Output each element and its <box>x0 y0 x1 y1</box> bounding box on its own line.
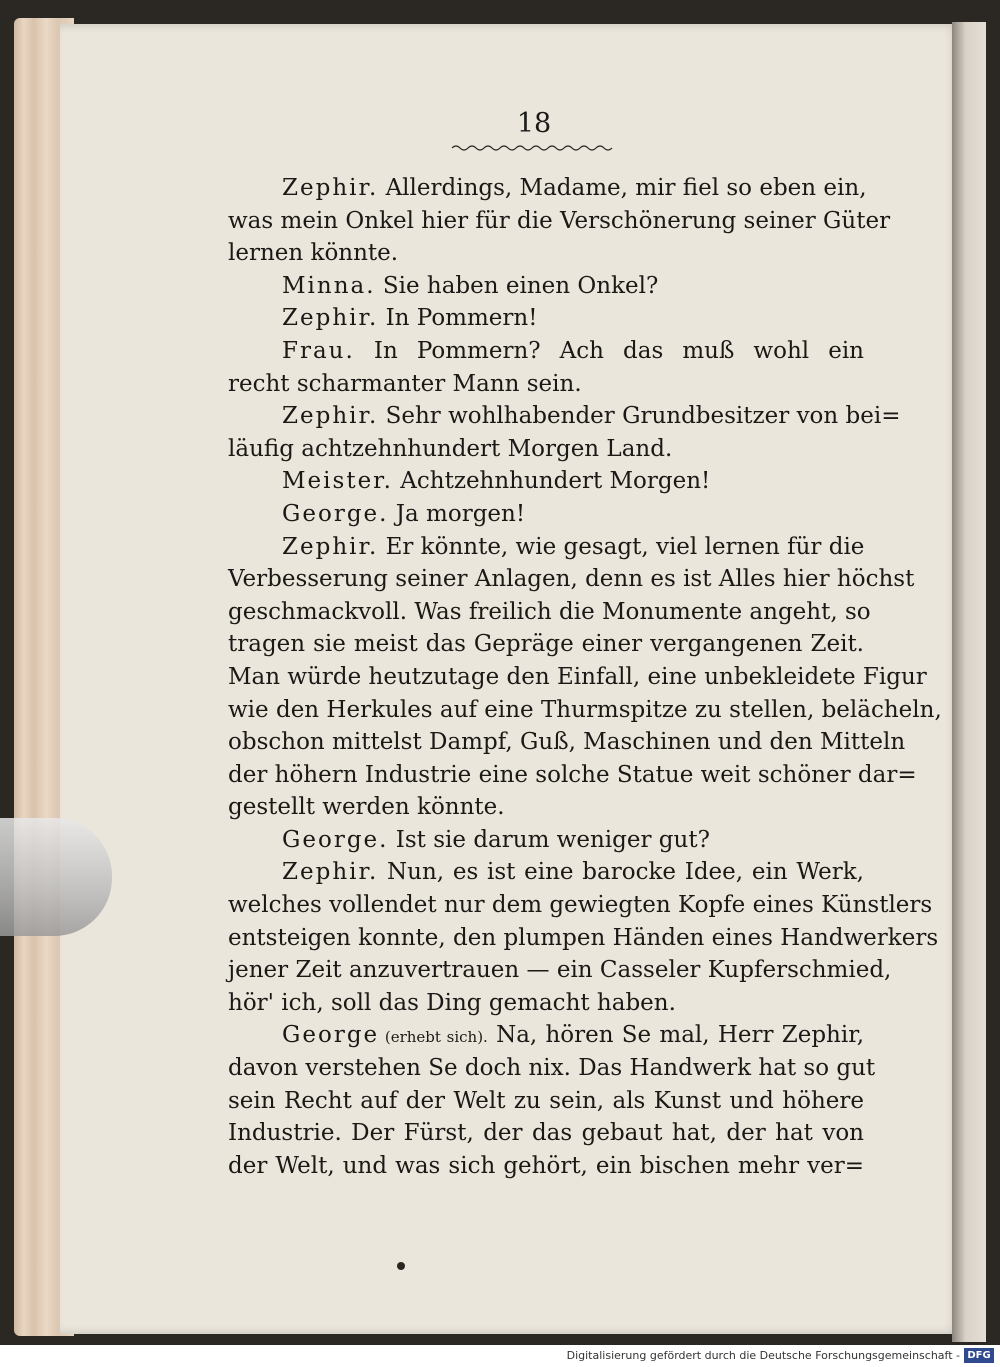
speaker-name: Zephir. <box>282 403 379 430</box>
text-line <box>228 987 864 1020</box>
line-text: welches vollendet nur dem gewiegten Kopfe eines Künstlers <box>228 892 933 919</box>
line-text: entsteigen konnte, den plumpen Händen eines Handwerkers <box>228 924 939 951</box>
line-text: was mein Onkel hier für die Verschönerung seiner Güter <box>228 207 891 234</box>
text-line <box>228 1150 864 1183</box>
text-line <box>228 335 864 368</box>
text-line <box>228 1019 864 1052</box>
text-line <box>228 563 915 596</box>
text-line <box>228 824 864 857</box>
line-text: obschon mittelst Dampf, Guß, Maschinen und den Mitteln <box>228 729 906 756</box>
line-text: recht scharmanter Mann sein. <box>228 370 582 397</box>
line-text: läufig achtzehnhundert Morgen Land. <box>228 435 673 462</box>
text-line <box>228 889 933 922</box>
speaker-name: George <box>282 1022 380 1049</box>
text-line <box>228 726 906 759</box>
text-line <box>228 694 942 727</box>
text-line <box>228 433 864 466</box>
text-line <box>228 628 864 661</box>
text-line <box>228 596 871 629</box>
text-line <box>228 205 891 238</box>
line-text: lernen könnte. <box>228 240 399 267</box>
line-text: hör' ich, soll das Ding gemacht haben. <box>228 989 676 1016</box>
line-text: Allerdings, Madame, mir fiel so eben ein, <box>378 175 867 201</box>
line-text: der Welt, und was sich gehört, ein bischen mehr ver= <box>228 1152 864 1179</box>
text-line <box>228 237 864 270</box>
text-line <box>228 302 864 335</box>
line-text: der höhern Industrie eine solche Statue weit schöner dar= <box>228 761 917 788</box>
line-text: wie den Herkules auf eine Thurmspitze zu stellen, belächeln, <box>228 696 942 723</box>
line-text: jener Zeit anzuvertrauen — ein Casseler Kupferschmied, <box>228 957 892 984</box>
text-line <box>228 1052 876 1085</box>
line-text: Er könnte, wie gesagt, viel lernen für die <box>378 533 865 560</box>
body-text <box>228 172 942 1182</box>
stage-direction: (erhebt sich). <box>379 1028 488 1047</box>
speaker-name: Zephir. <box>282 533 379 560</box>
speaker-name: Frau. <box>282 337 355 364</box>
speaker-name: Zephir. <box>282 859 379 886</box>
footer-bar <box>0 1345 1000 1367</box>
text-line <box>228 759 917 792</box>
text-line <box>228 368 864 401</box>
line-text: geschmackvoll. Was freilich die Monumente angeht, so <box>228 598 871 625</box>
line-text: Industrie. Der Fürst, der das gebaut hat, der hat von <box>228 1120 864 1147</box>
line-text: Ist sie darum weniger gut? <box>388 826 710 853</box>
text-line <box>228 791 864 824</box>
funding-credit: Digitalisierung gefördert durch die Deutsche Forschungsgemeinschaft - <box>566 1349 960 1362</box>
text-line <box>228 954 892 987</box>
text-line <box>228 531 864 564</box>
text-line <box>228 856 864 889</box>
text-line <box>228 922 939 955</box>
text-line <box>228 1117 864 1150</box>
line-text: Ja morgen! <box>388 500 526 527</box>
line-text: In Pommern! <box>378 305 538 332</box>
line-text: davon verstehen Se doch nix. Das Handwerk hat so gut <box>228 1055 876 1082</box>
book-clip <box>0 818 112 936</box>
facing-page-edge <box>952 22 986 1342</box>
line-text: Man würde heutzutage den Einfall, eine unbekleidete Figur <box>228 663 927 690</box>
line-text: Na, hören Se mal, Herr Zephir, <box>487 1022 865 1049</box>
speaker-name: Zephir. <box>282 305 379 332</box>
speaker-name: Meister. <box>282 468 393 495</box>
line-text: tragen sie meist das Gepräge einer vergangenen Zeit. <box>228 631 864 658</box>
page-number: 18 <box>516 108 552 139</box>
text-line <box>228 498 864 531</box>
text-line <box>228 661 927 694</box>
line-text: Verbesserung seiner Anlagen, denn es ist Alles hier höchst <box>228 566 915 593</box>
text-line <box>228 465 864 498</box>
wavy-rule-ornament <box>452 144 616 152</box>
speaker-name: Minna. <box>282 272 376 299</box>
line-text: Achtzehnhundert Morgen! <box>392 468 711 495</box>
text-line <box>228 1085 864 1118</box>
text-line <box>228 172 867 205</box>
line-text: Nun, es ist eine barocke Idee, ein Werk, <box>378 859 864 886</box>
signature-mark <box>397 1262 405 1270</box>
line-text: Sehr wohlhabender Grundbesitzer von bei= <box>378 403 901 430</box>
speaker-name: George. <box>282 826 389 853</box>
line-text: sein Recht auf der Welt zu sein, als Kunst und höhere <box>228 1087 864 1114</box>
line-text: In Pommern? Ach das muß wohl ein <box>354 337 864 364</box>
speaker-name: Zephir. <box>282 175 379 201</box>
speaker-name: George. <box>282 500 389 527</box>
dfg-logo: DFG <box>964 1348 994 1363</box>
text-line <box>228 400 901 433</box>
line-text: gestellt werden könnte. <box>228 794 505 821</box>
text-line <box>228 270 864 303</box>
line-text: Sie haben einen Onkel? <box>375 272 659 299</box>
